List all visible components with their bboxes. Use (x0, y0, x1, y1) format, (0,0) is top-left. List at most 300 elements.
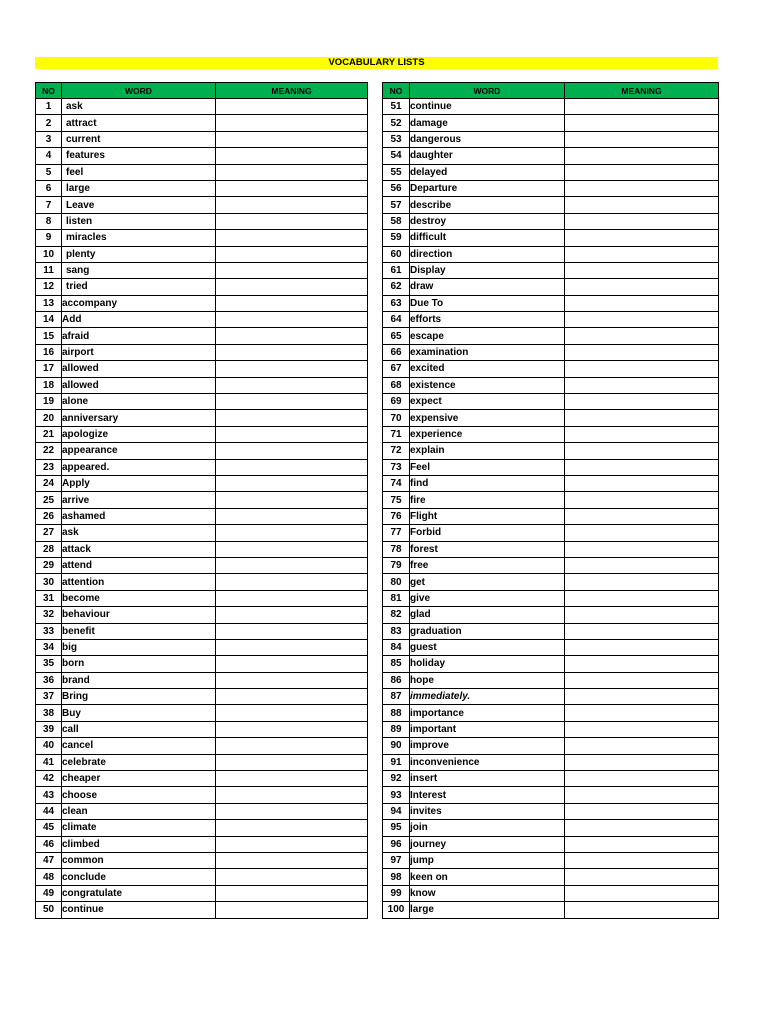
meaning-cell[interactable] (216, 557, 368, 573)
vocab-word: Add (62, 312, 216, 328)
vocab-word: call (62, 721, 216, 737)
row-number: 75 (383, 492, 410, 508)
vocab-word: guest (410, 639, 565, 655)
table-row (383, 426, 719, 442)
row-number: 16 (36, 344, 62, 360)
table-row (383, 475, 719, 491)
table-row (36, 869, 368, 885)
table-row (36, 361, 368, 377)
meaning-cell[interactable] (565, 344, 719, 360)
row-number: 1 (36, 99, 62, 115)
vocab-word: important (410, 721, 565, 737)
table-row (383, 410, 719, 426)
table-row (36, 99, 368, 115)
vocab-word: existence (410, 377, 565, 393)
meaning-cell[interactable] (216, 328, 368, 344)
meaning-cell[interactable] (216, 820, 368, 836)
table-row (383, 541, 719, 557)
meaning-cell[interactable] (565, 394, 719, 410)
table-row (36, 738, 368, 754)
table-row (383, 820, 719, 836)
row-number: 42 (36, 771, 62, 787)
table-row (383, 344, 719, 360)
meaning-cell[interactable] (216, 607, 368, 623)
meaning-cell[interactable] (565, 426, 719, 442)
table-row (383, 492, 719, 508)
vocab-word: ask (62, 99, 216, 115)
vocab-word: journey (410, 836, 565, 852)
row-number: 81 (383, 590, 410, 606)
meaning-cell[interactable] (565, 131, 719, 147)
vocab-word: Leave (62, 197, 216, 213)
meaning-cell[interactable] (565, 754, 719, 770)
vocab-word: difficult (410, 230, 565, 246)
table-row (383, 836, 719, 852)
meaning-cell[interactable] (216, 836, 368, 852)
vocab-word: big (62, 639, 216, 655)
row-number: 28 (36, 541, 62, 557)
table-row (36, 262, 368, 278)
meaning-cell[interactable] (565, 230, 719, 246)
row-number: 27 (36, 525, 62, 541)
header-no: NO (36, 83, 62, 99)
table-row (36, 475, 368, 491)
row-number: 71 (383, 426, 410, 442)
row-number: 59 (383, 230, 410, 246)
meaning-cell[interactable] (565, 508, 719, 524)
meaning-cell[interactable] (216, 197, 368, 213)
meaning-cell[interactable] (216, 525, 368, 541)
vocab-word: climate (62, 820, 216, 836)
vocab-word: continue (62, 902, 216, 918)
table-row (383, 705, 719, 721)
meaning-cell[interactable] (216, 213, 368, 229)
table-row (36, 902, 368, 918)
vocab-word: Bring (62, 689, 216, 705)
meaning-cell[interactable] (565, 852, 719, 868)
meaning-cell[interactable] (565, 623, 719, 639)
table-row (36, 295, 368, 311)
row-number: 32 (36, 607, 62, 623)
vocab-word: benefit (62, 623, 216, 639)
meaning-cell[interactable] (216, 639, 368, 655)
row-number: 3 (36, 131, 62, 147)
table-row (36, 410, 368, 426)
meaning-cell[interactable] (216, 131, 368, 147)
meaning-cell[interactable] (565, 262, 719, 278)
row-number: 30 (36, 574, 62, 590)
table-row (383, 459, 719, 475)
row-number: 50 (36, 902, 62, 918)
table-row (36, 377, 368, 393)
meaning-cell[interactable] (565, 246, 719, 262)
table-row (36, 574, 368, 590)
meaning-cell[interactable] (216, 426, 368, 442)
meaning-cell[interactable] (565, 639, 719, 655)
meaning-cell[interactable] (565, 885, 719, 901)
meaning-cell[interactable] (216, 852, 368, 868)
row-number: 98 (383, 869, 410, 885)
meaning-cell[interactable] (565, 115, 719, 131)
meaning-cell[interactable] (565, 279, 719, 295)
meaning-cell[interactable] (565, 705, 719, 721)
vocab-word: allowed (62, 361, 216, 377)
meaning-cell[interactable] (216, 443, 368, 459)
vocab-word: conclude (62, 869, 216, 885)
row-number: 93 (383, 787, 410, 803)
row-number: 61 (383, 262, 410, 278)
table-row (383, 164, 719, 180)
row-number: 54 (383, 148, 410, 164)
meaning-cell[interactable] (565, 213, 719, 229)
row-number: 76 (383, 508, 410, 524)
table-row (383, 902, 719, 918)
table-row (383, 99, 719, 115)
vocab-word: appeared. (62, 459, 216, 475)
row-number: 60 (383, 246, 410, 262)
vocab-word: draw (410, 279, 565, 295)
vocab-word: join (410, 820, 565, 836)
row-number: 92 (383, 771, 410, 787)
meaning-cell[interactable] (565, 312, 719, 328)
vocab-word: choose (62, 787, 216, 803)
table-row (36, 771, 368, 787)
meaning-cell[interactable] (216, 148, 368, 164)
meaning-cell[interactable] (216, 394, 368, 410)
table-header-row (36, 83, 368, 99)
table-row (383, 754, 719, 770)
meaning-cell[interactable] (565, 574, 719, 590)
row-number: 38 (36, 705, 62, 721)
table-row (383, 590, 719, 606)
row-number: 6 (36, 180, 62, 196)
vocab-word: sang (62, 262, 216, 278)
vocab-table-left-body (36, 99, 368, 919)
vocab-word: glad (410, 607, 565, 623)
vocab-word: Feel (410, 459, 565, 475)
row-number: 20 (36, 410, 62, 426)
table-row (383, 738, 719, 754)
meaning-cell[interactable] (565, 148, 719, 164)
table-row (383, 443, 719, 459)
vocab-word: brand (62, 672, 216, 688)
vocab-word: current (62, 131, 216, 147)
row-number: 55 (383, 164, 410, 180)
row-number: 40 (36, 738, 62, 754)
meaning-cell[interactable] (216, 672, 368, 688)
meaning-cell[interactable] (216, 803, 368, 819)
meaning-cell[interactable] (565, 771, 719, 787)
meaning-cell[interactable] (565, 607, 719, 623)
vocab-word: Display (410, 262, 565, 278)
row-number: 52 (383, 115, 410, 131)
meaning-cell[interactable] (216, 623, 368, 639)
vocab-word: inconvenience (410, 754, 565, 770)
row-number: 41 (36, 754, 62, 770)
meaning-cell[interactable] (565, 557, 719, 573)
meaning-cell[interactable] (216, 295, 368, 311)
table-row (383, 574, 719, 590)
vocab-word: feel (62, 164, 216, 180)
meaning-cell[interactable] (565, 377, 719, 393)
meaning-cell[interactable] (565, 836, 719, 852)
row-number: 66 (383, 344, 410, 360)
row-number: 9 (36, 230, 62, 246)
vocab-word: allowed (62, 377, 216, 393)
row-number: 47 (36, 852, 62, 868)
vocab-word: airport (62, 344, 216, 360)
meaning-cell[interactable] (565, 672, 719, 688)
meaning-cell[interactable] (216, 492, 368, 508)
meaning-cell[interactable] (216, 590, 368, 606)
row-number: 100 (383, 902, 410, 918)
vocab-word: direction (410, 246, 565, 262)
row-number: 26 (36, 508, 62, 524)
meaning-cell[interactable] (565, 197, 719, 213)
row-number: 53 (383, 131, 410, 147)
row-number: 10 (36, 246, 62, 262)
vocab-word: attract (62, 115, 216, 131)
meaning-cell[interactable] (565, 541, 719, 557)
meaning-cell[interactable] (216, 344, 368, 360)
meaning-cell[interactable] (565, 869, 719, 885)
meaning-cell[interactable] (216, 180, 368, 196)
table-row (36, 607, 368, 623)
row-number: 58 (383, 213, 410, 229)
vocab-word: attention (62, 574, 216, 590)
table-row (383, 623, 719, 639)
vocab-word: climbed (62, 836, 216, 852)
meaning-cell[interactable] (216, 475, 368, 491)
table-header-row (383, 83, 719, 99)
table-row (383, 131, 719, 147)
meaning-cell[interactable] (216, 771, 368, 787)
row-number: 39 (36, 721, 62, 737)
table-row (36, 115, 368, 131)
table-row (36, 705, 368, 721)
row-number: 48 (36, 869, 62, 885)
table-row (383, 312, 719, 328)
meaning-cell[interactable] (216, 869, 368, 885)
meaning-cell[interactable] (216, 246, 368, 262)
meaning-cell[interactable] (565, 820, 719, 836)
meaning-cell[interactable] (565, 590, 719, 606)
table-row (36, 197, 368, 213)
vocab-word: alone (62, 394, 216, 410)
row-number: 88 (383, 705, 410, 721)
table-row (383, 148, 719, 164)
meaning-cell[interactable] (216, 377, 368, 393)
row-number: 19 (36, 394, 62, 410)
row-number: 95 (383, 820, 410, 836)
meaning-cell[interactable] (216, 115, 368, 131)
table-row (383, 525, 719, 541)
meaning-cell[interactable] (565, 164, 719, 180)
meaning-cell[interactable] (565, 295, 719, 311)
header-no: NO (383, 83, 410, 99)
meaning-cell[interactable] (565, 902, 719, 918)
row-number: 4 (36, 148, 62, 164)
row-number: 37 (36, 689, 62, 705)
row-number: 97 (383, 852, 410, 868)
meaning-cell[interactable] (216, 410, 368, 426)
row-number: 14 (36, 312, 62, 328)
table-row (36, 803, 368, 819)
meaning-cell[interactable] (565, 492, 719, 508)
meaning-cell[interactable] (565, 443, 719, 459)
meaning-cell[interactable] (216, 262, 368, 278)
row-number: 67 (383, 361, 410, 377)
table-row (36, 459, 368, 475)
meaning-cell[interactable] (565, 721, 719, 737)
meaning-cell[interactable] (216, 279, 368, 295)
vocab-word: experience (410, 426, 565, 442)
meaning-cell[interactable] (216, 459, 368, 475)
meaning-cell[interactable] (216, 574, 368, 590)
meaning-cell[interactable] (216, 787, 368, 803)
vocab-word: miracles (62, 230, 216, 246)
meaning-cell[interactable] (565, 459, 719, 475)
table-row (36, 213, 368, 229)
meaning-cell[interactable] (216, 99, 368, 115)
row-number: 15 (36, 328, 62, 344)
vocab-word: forest (410, 541, 565, 557)
row-number: 49 (36, 885, 62, 901)
table-row (36, 590, 368, 606)
meaning-cell[interactable] (565, 787, 719, 803)
row-number: 29 (36, 557, 62, 573)
table-row (36, 656, 368, 672)
row-number: 46 (36, 836, 62, 852)
meaning-cell[interactable] (565, 99, 719, 115)
meaning-cell[interactable] (565, 361, 719, 377)
row-number: 57 (383, 197, 410, 213)
meaning-cell[interactable] (565, 803, 719, 819)
header-word: WORD (410, 83, 565, 99)
table-row (383, 803, 719, 819)
meaning-cell[interactable] (216, 754, 368, 770)
meaning-cell[interactable] (216, 361, 368, 377)
vocab-word: daughter (410, 148, 565, 164)
row-number: 79 (383, 557, 410, 573)
table-row (36, 246, 368, 262)
row-number: 82 (383, 607, 410, 623)
table-row (383, 279, 719, 295)
meaning-cell[interactable] (565, 738, 719, 754)
vocab-word: find (410, 475, 565, 491)
meaning-cell[interactable] (216, 541, 368, 557)
table-row (36, 131, 368, 147)
row-number: 43 (36, 787, 62, 803)
meaning-cell[interactable] (565, 656, 719, 672)
vocab-word: immediately. (410, 689, 565, 705)
vocab-word: ashamed (62, 508, 216, 524)
vocab-word: explain (410, 443, 565, 459)
table-row (36, 820, 368, 836)
table-row (36, 525, 368, 541)
vocab-table-right-body (383, 99, 719, 919)
page-title: VOCABULARY LISTS (35, 57, 718, 69)
meaning-cell[interactable] (565, 410, 719, 426)
meaning-cell[interactable] (216, 738, 368, 754)
vocab-word: continue (410, 99, 565, 115)
row-number: 72 (383, 443, 410, 459)
row-number: 45 (36, 820, 62, 836)
row-number: 22 (36, 443, 62, 459)
vocab-word: free (410, 557, 565, 573)
table-row (383, 180, 719, 196)
vocab-word: clean (62, 803, 216, 819)
meaning-cell[interactable] (565, 475, 719, 491)
header-meaning: MEANING (216, 83, 368, 99)
vocab-table-right (382, 82, 719, 919)
table-row (383, 639, 719, 655)
table-row (36, 852, 368, 868)
table-row (36, 394, 368, 410)
row-number: 83 (383, 623, 410, 639)
row-number: 94 (383, 803, 410, 819)
row-number: 90 (383, 738, 410, 754)
meaning-cell[interactable] (216, 721, 368, 737)
row-number: 33 (36, 623, 62, 639)
meaning-cell[interactable] (216, 164, 368, 180)
meaning-cell[interactable] (216, 656, 368, 672)
vocab-word: Apply (62, 475, 216, 491)
meaning-cell[interactable] (565, 328, 719, 344)
row-number: 63 (383, 295, 410, 311)
vocab-word: accompany (62, 295, 216, 311)
table-row (36, 180, 368, 196)
row-number: 99 (383, 885, 410, 901)
meaning-cell[interactable] (216, 705, 368, 721)
table-row (383, 361, 719, 377)
meaning-cell[interactable] (216, 902, 368, 918)
meaning-cell[interactable] (216, 508, 368, 524)
table-row (383, 656, 719, 672)
vocab-word: know (410, 885, 565, 901)
meaning-cell[interactable] (216, 689, 368, 705)
row-number: 7 (36, 197, 62, 213)
row-number: 74 (383, 475, 410, 491)
meaning-cell[interactable] (565, 525, 719, 541)
vocab-word: features (62, 148, 216, 164)
vocab-word: apologize (62, 426, 216, 442)
vocab-word: insert (410, 771, 565, 787)
table-row (36, 426, 368, 442)
table-row (383, 115, 719, 131)
table-row (36, 639, 368, 655)
table-row (36, 623, 368, 639)
meaning-cell[interactable] (565, 180, 719, 196)
vocab-word: describe (410, 197, 565, 213)
meaning-cell[interactable] (565, 689, 719, 705)
row-number: 11 (36, 262, 62, 278)
meaning-cell[interactable] (216, 885, 368, 901)
meaning-cell[interactable] (216, 312, 368, 328)
meaning-cell[interactable] (216, 230, 368, 246)
row-number: 73 (383, 459, 410, 475)
row-number: 2 (36, 115, 62, 131)
vocab-word: large (410, 902, 565, 918)
vocab-word: holiday (410, 656, 565, 672)
vocab-word: destroy (410, 213, 565, 229)
vocab-word: Buy (62, 705, 216, 721)
vocab-word: tried (62, 279, 216, 295)
row-number: 18 (36, 377, 62, 393)
row-number: 44 (36, 803, 62, 819)
row-number: 12 (36, 279, 62, 295)
header-word: WORD (62, 83, 216, 99)
